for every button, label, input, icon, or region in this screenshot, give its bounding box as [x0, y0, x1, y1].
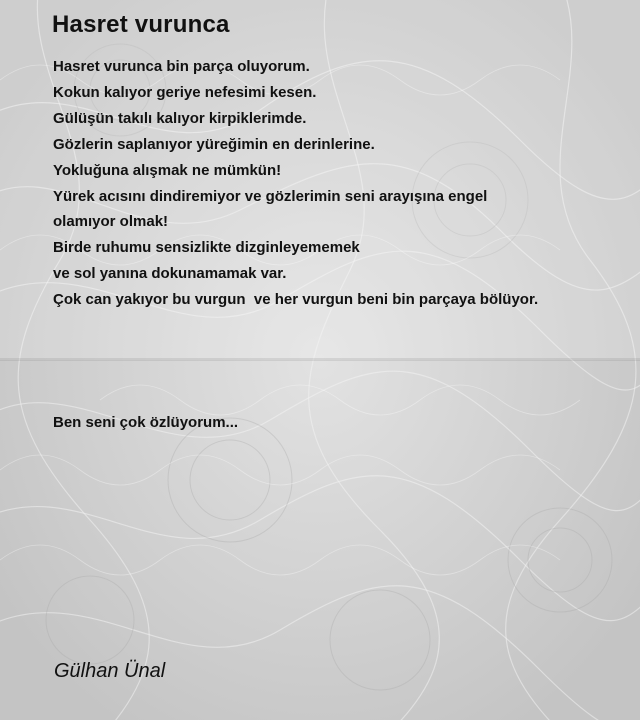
poem-author: Gülhan Ünal: [54, 660, 166, 682]
poem-line: Yürek acısını dindiremiyor ve gözlerimin seni arayışına engel: [53, 187, 488, 205]
band-divider: [0, 358, 640, 361]
poem-body: [53, 54, 613, 313]
poem-title: Hasret vurunca: [52, 11, 230, 38]
poem-line: Birde ruhumu sensizlikte dizginleyememek: [53, 239, 360, 257]
poem-line: Çok can yakıyor bu vurgun ve her vurgun beni bin parçaya bölüyor.: [53, 291, 539, 309]
poem-line: Kokun kalıyor geriye nefesimi kesen.: [53, 83, 317, 101]
poem-line: ve sol yanına dokunamamak var.: [53, 265, 287, 283]
poem-line: olamıyor olmak!: [53, 213, 169, 231]
poem-closing-line: Ben seni çok özlüyorum...: [53, 414, 239, 431]
poem-line: Gülüşün takılı kalıyor kirpiklerimde.: [53, 109, 307, 127]
poem-line: Yokluğuna alışmak ne mümkün!: [53, 161, 282, 179]
poem-line: Hasret vurunca bin parça oluyorum.: [53, 58, 310, 75]
poem-line: Gözlerin saplanıyor yüreğimin en derinlerine.: [53, 135, 375, 153]
